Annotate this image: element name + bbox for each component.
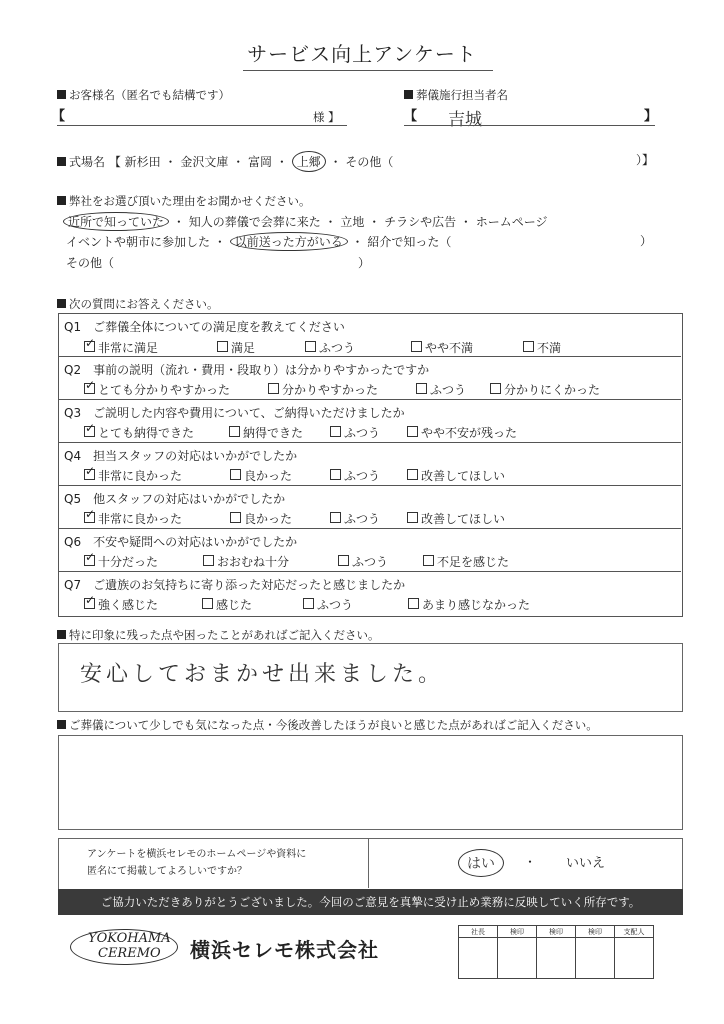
- consent-question: アンケートを横浜セレモのホームページや資料に 匿名にて掲載してよろしいですか？: [87, 849, 307, 877]
- q3-option-2[interactable]: 納得できた: [229, 424, 303, 441]
- reasons-line-1: 近所で知っていた ・ 知人の葬儀で会葬に来た ・ 立地 ・ チラシや広告 ・ ホームページ: [63, 212, 548, 231]
- q6-option-2[interactable]: おおむね十分: [203, 553, 289, 570]
- question-divider: [58, 399, 681, 400]
- questions-label: 次の質問にお答えください。: [57, 296, 219, 312]
- checkbox-icon: [338, 555, 349, 566]
- bullet-icon: [57, 299, 66, 308]
- stamp-cell: [537, 938, 576, 979]
- question-7: Q7 ご遺族のお気持ちに寄り添った対応だったと感じましたか: [64, 578, 406, 592]
- q1-option-5[interactable]: 不満: [523, 339, 561, 356]
- bullet-icon: [57, 720, 66, 729]
- checkbox-icon: [330, 469, 341, 480]
- stamp-header-inspection: 検印: [537, 926, 576, 938]
- checkbox-icon: [230, 469, 241, 480]
- reason-acquaintance-funeral: 知人の葬儀で会葬に来た: [188, 215, 321, 229]
- staff-name-label: 葬儀施行担当者名: [404, 87, 508, 103]
- q2-option-1[interactable]: ✓とても分かりやすかった: [84, 381, 230, 398]
- checkbox-checked-icon: [84, 469, 95, 480]
- customer-honorific: 様 】: [313, 110, 340, 124]
- venue-row: 式場名 【 新杉田 ・ 金沢文庫 ・ 富岡 ・ 上郷 ・ その他（: [57, 151, 393, 172]
- reason-event: イベントや朝市に参加した: [66, 235, 211, 249]
- reason-other: その他（: [66, 256, 115, 270]
- venue-option-kamigo: 上郷: [292, 151, 326, 172]
- q1-option-1[interactable]: ✓非常に満足: [84, 339, 158, 356]
- q3-option-1[interactable]: ✓とても納得できた: [84, 424, 194, 441]
- q5-option-2[interactable]: 良かった: [230, 510, 292, 527]
- stamp-cell: [498, 938, 537, 979]
- q1-option-4[interactable]: やや不満: [411, 339, 473, 356]
- checkbox-icon: [229, 426, 240, 437]
- reason-location: 立地: [340, 215, 365, 229]
- page-title: サービス向上アンケート: [247, 42, 477, 66]
- question-2: Q2 事前の説明（流れ・費用・段取り）は分かりやすかったですか: [64, 363, 430, 377]
- checkbox-icon: [303, 598, 314, 609]
- question-1: Q1 ご葬儀全体についての満足度を教えてください: [64, 320, 345, 334]
- stamp-cell: [459, 938, 498, 979]
- impression-label: 特に印象に残った点や困ったことがあればご記入ください。: [57, 627, 380, 643]
- checkbox-checked-icon: [84, 512, 95, 523]
- reason-neighborhood: 近所で知っていた: [63, 212, 169, 231]
- checkbox-icon: [408, 598, 419, 609]
- venue-option-tomioka: 富岡: [248, 155, 273, 169]
- question-4: Q4 担当スタッフの対応はいかがでしたか: [64, 449, 298, 463]
- q7-option-2[interactable]: 感じた: [202, 596, 252, 613]
- stamp-cell: [576, 938, 615, 979]
- bullet-icon: [57, 196, 66, 205]
- q7-option-4[interactable]: あまり感じなかった: [408, 596, 530, 613]
- consent-divider: [368, 838, 369, 888]
- logo-text-line-1: YOKOHAMA: [88, 931, 171, 946]
- q2-option-4[interactable]: 分かりにくかった: [490, 381, 600, 398]
- consent-yes[interactable]: はい: [458, 849, 504, 877]
- q3-option-4[interactable]: やや不安が残った: [407, 424, 517, 441]
- checkbox-icon: [217, 341, 228, 352]
- question-6: Q6 不安や疑問への対応はいかがでしたか: [64, 535, 298, 549]
- question-divider: [58, 528, 681, 529]
- stamp-cell: [615, 938, 654, 979]
- q2-option-3[interactable]: ふつう: [416, 381, 466, 398]
- customer-underline: [57, 125, 347, 126]
- checkbox-icon: [416, 383, 427, 394]
- staff-underline: [404, 125, 655, 126]
- reason-homepage: ホームページ: [475, 215, 548, 229]
- question-divider: [58, 442, 681, 443]
- bullet-icon: [404, 90, 413, 99]
- q1-option-3[interactable]: ふつう: [305, 339, 355, 356]
- q6-option-4[interactable]: 不足を感じた: [423, 553, 509, 570]
- checkbox-icon: [330, 426, 341, 437]
- bullet-icon: [57, 630, 66, 639]
- question-divider: [58, 485, 681, 486]
- checkbox-icon: [230, 512, 241, 523]
- q4-option-1[interactable]: ✓非常に良かった: [84, 467, 182, 484]
- checkbox-checked-icon: [84, 341, 95, 352]
- reasons-label: 弊社をお選び頂いた理由をお聞かせください。: [57, 193, 311, 209]
- reason-other-close: ）: [358, 256, 371, 270]
- consent-no[interactable]: いいえ: [566, 856, 606, 871]
- q4-option-2[interactable]: 良かった: [230, 467, 292, 484]
- q6-option-3[interactable]: ふつう: [338, 553, 388, 570]
- title-underline: [243, 70, 493, 71]
- reasons-line-2: イベントや朝市に参加した ・ 以前送った方がいる ・ 紹介で知った（: [66, 232, 451, 251]
- question-divider: [58, 356, 681, 357]
- q6-option-1[interactable]: ✓十分だった: [84, 553, 158, 570]
- reason-flyer: チラシや広告: [384, 215, 457, 229]
- checkbox-icon: [305, 341, 316, 352]
- customer-bracket-open: 【: [52, 109, 66, 124]
- checkbox-checked-icon: [84, 555, 95, 566]
- q7-option-1[interactable]: ✓強く感じた: [84, 596, 158, 613]
- q7-option-3[interactable]: ふつう: [303, 596, 353, 613]
- staff-bracket-close: 】: [644, 109, 658, 124]
- q1-option-2[interactable]: 満足: [217, 339, 255, 356]
- checkbox-icon: [330, 512, 341, 523]
- logo-text-line-2: CEREMO: [98, 946, 161, 961]
- checkbox-icon: [523, 341, 534, 352]
- q3-option-3[interactable]: ふつう: [330, 424, 380, 441]
- improvement-box[interactable]: [58, 735, 683, 830]
- stamp-header-president: 社長: [459, 926, 498, 938]
- checkbox-checked-icon: [84, 426, 95, 437]
- stamp-header-manager: 支配人: [615, 926, 654, 938]
- q2-option-2[interactable]: 分かりやすかった: [268, 381, 378, 398]
- checkbox-icon: [202, 598, 213, 609]
- reasons-line-2-close: ）: [640, 234, 653, 248]
- question-divider: [58, 571, 681, 572]
- checkbox-icon: [407, 469, 418, 480]
- venue-option-shinsugita: 新杉田: [124, 155, 161, 169]
- checkbox-checked-icon: [84, 598, 95, 609]
- q5-option-4[interactable]: 改善してほしい: [407, 510, 505, 527]
- reason-referral: 紹介で知った（: [367, 235, 452, 249]
- thank-you-banner: ご協力いただきありがとうございました。今回のご意見を真摯に受け止め業務に反映していく所存です。: [58, 889, 683, 915]
- checkbox-icon: [490, 383, 501, 394]
- bullet-icon: [57, 157, 66, 166]
- checkbox-icon: [203, 555, 214, 566]
- checkbox-icon: [268, 383, 279, 394]
- q5-option-1[interactable]: ✓非常に良かった: [84, 510, 182, 527]
- checkbox-icon: [411, 341, 422, 352]
- reason-previous-send: 以前送った方がいる: [230, 232, 348, 251]
- stamp-header-inspection: 検印: [576, 926, 615, 938]
- consent-separator: ・: [524, 855, 537, 869]
- staff-name-value: 吉城: [448, 110, 482, 130]
- staff-bracket-open: 【: [404, 109, 418, 124]
- checkbox-checked-icon: [84, 383, 95, 394]
- bullet-icon: [57, 90, 66, 99]
- checkbox-icon: [407, 512, 418, 523]
- improvement-label: ご葬儀について少しでも気になった点・今後改善したほうが良いと感じた点があればご記入ください。: [57, 717, 598, 733]
- checkbox-icon: [407, 426, 418, 437]
- impression-answer: 安心しておまかせ出来ました。: [80, 662, 445, 687]
- question-3: Q3 ご説明した内容や費用について、ご納得いただけましたか: [64, 406, 405, 420]
- q4-option-3[interactable]: ふつう: [330, 467, 380, 484]
- customer-name-label: お客様名（匿名でも結構です）: [57, 87, 230, 103]
- question-5: Q5 他スタッフの対応はいかがでしたか: [64, 492, 286, 506]
- company-name: 横浜セレモ株式会社: [190, 938, 379, 962]
- approval-stamp-table: [458, 925, 654, 979]
- stamp-header-inspection: 検印: [498, 926, 537, 938]
- venue-option-other: その他（: [345, 155, 394, 169]
- q5-option-3[interactable]: ふつう: [330, 510, 380, 527]
- venue-option-kanazawabunko: 金沢文庫: [180, 155, 229, 169]
- q4-option-4[interactable]: 改善してほしい: [407, 467, 505, 484]
- checkbox-icon: [423, 555, 434, 566]
- venue-close: ）】: [636, 153, 655, 167]
